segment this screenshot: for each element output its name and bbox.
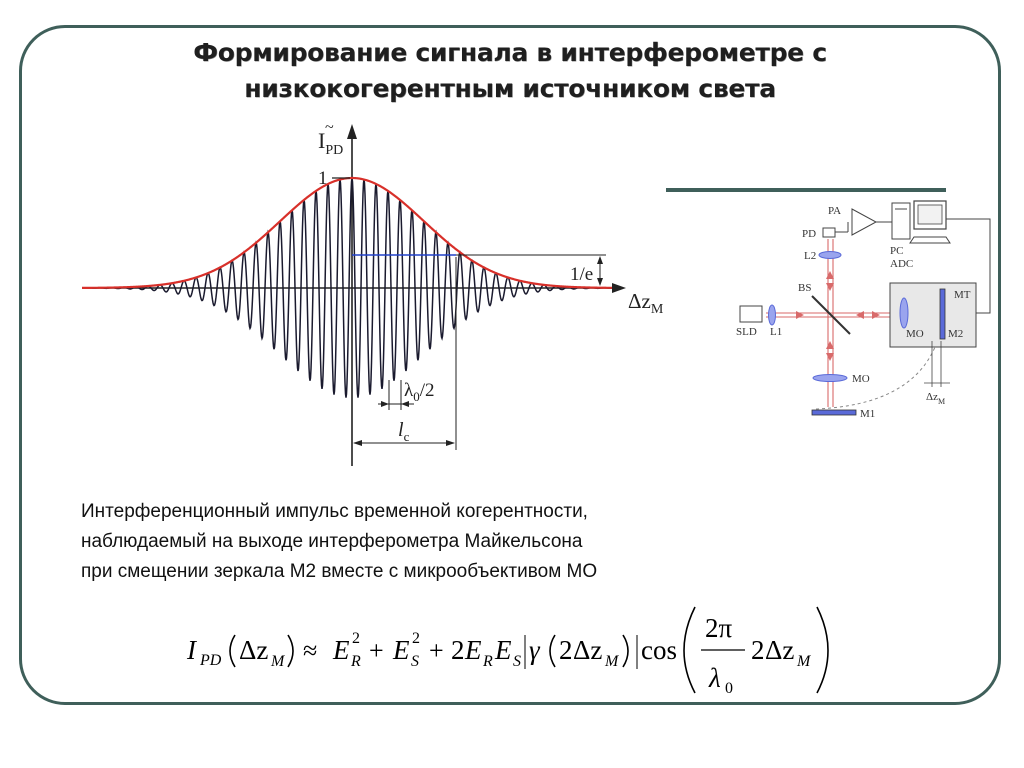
- beam-splitter: [812, 296, 850, 334]
- label-m2: M2: [948, 328, 964, 340]
- accent-bar: [666, 188, 946, 192]
- pc-tower: [892, 203, 910, 239]
- formula-big-paren-left: [684, 607, 695, 693]
- photodetector: [823, 228, 835, 237]
- formula-gamma-two: 2: [559, 635, 573, 665]
- lens-l2: [819, 252, 841, 259]
- formula-gamma-arg: Δz: [573, 635, 603, 665]
- formula-paren-right: [288, 635, 293, 667]
- mirror-m2: [940, 289, 945, 339]
- formula-er2-sub: R: [483, 653, 493, 670]
- formula-lambda: λ: [709, 663, 721, 693]
- formula-gamma-arg-sub: M: [605, 653, 619, 670]
- coherence-length-label: $l_c$: [398, 419, 410, 444]
- label-mo: MO: [852, 373, 870, 385]
- formula-lambda-sub: 0: [725, 680, 733, 697]
- preamplifier: [852, 209, 876, 235]
- description-line-2: наблюдаемый на выходе интерферометра Майкельсона: [81, 531, 583, 552]
- slide-title-line-2: низкокогерентным источником света: [244, 74, 776, 103]
- label-pa: PA: [828, 205, 842, 217]
- formula-cos-arg-sub: M: [797, 653, 811, 670]
- label-pc: PC: [890, 245, 904, 257]
- formula-cos-two: 2: [751, 635, 765, 665]
- slide-title-line-1: Формирование сигнала в интерферометре с: [193, 38, 827, 67]
- lens-l1: [769, 305, 776, 325]
- level-dimension-arrow-top: [597, 256, 603, 264]
- arm-objective-mo: [900, 298, 908, 328]
- description-line-1: Интерференционный импульс временной когерентности,: [81, 501, 588, 522]
- pc-screen: [918, 205, 942, 224]
- label-l2: L2: [804, 250, 817, 262]
- objective-mo: [813, 375, 847, 382]
- half-wavelength-arrow-left: [381, 401, 389, 407]
- formula-gamma: γ: [529, 635, 540, 665]
- coherence-arrow-right: [446, 440, 455, 446]
- formula-es: E: [393, 635, 410, 665]
- label-dz: $\Delta z_M$: [926, 391, 946, 406]
- formula-i: I: [187, 635, 196, 665]
- one-over-e-label: 1/e: [570, 264, 594, 285]
- label-mt: MT: [954, 289, 971, 301]
- x-axis-arrow: [612, 283, 626, 293]
- interferometer-schematic: [720, 195, 1000, 435]
- signal-formula: [185, 605, 845, 697]
- label-l1: L1: [770, 326, 783, 338]
- formula-big-paren-right: [817, 607, 828, 693]
- formula-gamma-paren-left: [550, 635, 555, 667]
- formula-er2: E: [465, 635, 482, 665]
- formula-paren-left: [230, 635, 235, 667]
- y-axis-tilde: ~: [325, 119, 334, 136]
- coherence-arrow-left: [353, 440, 362, 446]
- y-axis-label: $I_{PD}$: [318, 128, 344, 158]
- formula-cos: cos: [641, 635, 677, 665]
- formula-gamma-paren-right: [623, 635, 628, 667]
- label-bs: BS: [798, 282, 812, 294]
- pc-keyboard: [910, 237, 950, 243]
- formula-plus-2: +: [429, 636, 444, 665]
- source-sld: [740, 306, 762, 322]
- formula-plus-1: +: [369, 636, 384, 665]
- formula-arg-sub: M: [271, 653, 285, 670]
- formula-es2-sub: S: [513, 653, 521, 670]
- label-mo-arm: MO: [906, 328, 924, 340]
- formula-er: E: [333, 635, 350, 665]
- formula-er-sup: 2: [352, 630, 360, 647]
- peak-label: 1: [318, 168, 328, 189]
- beam-arrow-6: [856, 311, 864, 319]
- label-pd: PD: [802, 228, 817, 240]
- description-line-3: при смещении зеркала М2 вместе с микрообъективом МО: [81, 561, 598, 582]
- label-sld: SLD: [736, 326, 757, 338]
- formula-es-sup: 2: [412, 630, 420, 647]
- formula-approx: ≈: [303, 636, 318, 665]
- level-dimension-arrow-bottom: [597, 278, 603, 286]
- formula-er-sub: R: [351, 653, 361, 670]
- label-adc: ADC: [890, 258, 914, 270]
- formula-es2: E: [495, 635, 512, 665]
- label-m1: M1: [860, 408, 876, 420]
- formula-cos-arg: Δz: [765, 635, 795, 665]
- mirror-m1: [812, 410, 856, 415]
- formula-es-sub: S: [411, 653, 419, 670]
- formula-two: 2: [451, 635, 465, 665]
- y-axis-arrow: [347, 124, 357, 139]
- half-wavelength-arrow-right: [401, 401, 409, 407]
- x-axis-label: $\Delta z_M$: [628, 289, 664, 317]
- beam-arrow-5: [872, 311, 880, 319]
- envelope-curve: [82, 178, 612, 288]
- formula-i-sub: PD: [200, 652, 222, 669]
- half-wavelength-label: $\lambda_0/2$: [404, 380, 435, 404]
- formula-two-pi: 2π: [705, 613, 733, 643]
- beam-arrow-7: [796, 311, 804, 319]
- formula-arg: Δz: [239, 635, 269, 665]
